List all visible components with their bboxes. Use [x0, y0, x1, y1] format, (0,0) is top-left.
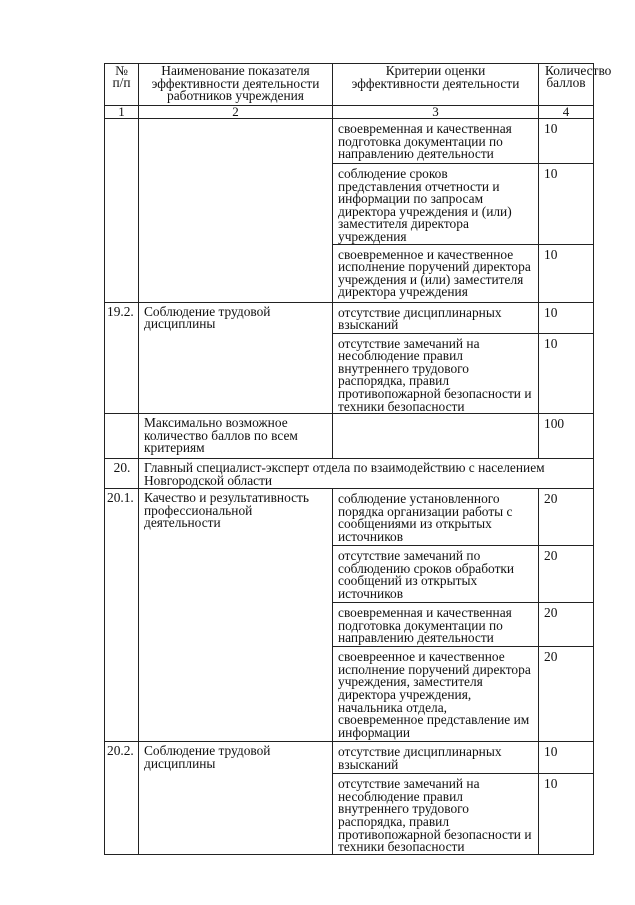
- table-row: [105, 774, 594, 855]
- criterion-text: отсутствие замечаний на несоблюдение правил внутреннего трудового распорядка, правил противопожарной безопасности и техники безопасности: [333, 333, 539, 414]
- col-number-2: 2: [139, 106, 333, 119]
- header-criteria: Критерии оценки эффективности деятельности: [333, 64, 539, 106]
- points-value: 10: [539, 244, 594, 302]
- header-num: № п/п: [105, 64, 139, 106]
- row-num: [105, 546, 139, 603]
- row-num: [105, 164, 139, 245]
- table-row: [105, 244, 594, 302]
- points-value: 10: [539, 333, 594, 414]
- row-indicator: [139, 603, 333, 647]
- points-value: 20: [539, 489, 594, 546]
- row-num: [105, 774, 139, 855]
- table-row: [105, 333, 594, 414]
- table-row: [105, 742, 594, 774]
- row-num: [105, 244, 139, 302]
- table-row: [105, 647, 594, 742]
- criterion-text: своевреенное и качественное исполнение поручений директора учреждения, заместителя директора учреждения, начальника отдела, своевременное представление им информации: [333, 647, 539, 742]
- criterion-text: отсутствие замечаний по соблюдению сроков обработки сообщений из открытых источников: [333, 546, 539, 603]
- criterion-text: своевременная и качественная подготовка документации по направлению деятельности: [333, 603, 539, 647]
- criterion-text: отсутствие дисциплинарных взысканий: [333, 742, 539, 774]
- table-row: [105, 164, 594, 245]
- col-number-1: 1: [105, 106, 139, 119]
- table-row: [105, 489, 594, 546]
- row-indicator: [139, 333, 333, 414]
- row-indicator: [139, 164, 333, 245]
- criterion-text: своевременная и качественная подготовка документации по направлению деятельности: [333, 119, 539, 164]
- row-num: 19.2.: [105, 302, 139, 333]
- points-value: 20: [539, 546, 594, 603]
- row-indicator: [139, 647, 333, 742]
- row-indicator: [139, 774, 333, 855]
- criterion-text: своевременное и качественное исполнение поручений директора учреждения и (или) заместителя директора учреждения: [333, 244, 539, 302]
- row-indicator: [139, 119, 333, 164]
- criterion-text: соблюдение сроков представления отчетности и информации по запросам директора учреждения и (или) заместителя директора учреждения: [333, 164, 539, 245]
- row-num: [105, 333, 139, 414]
- points-value: 10: [539, 164, 594, 245]
- criterion-text: соблюдение установленного порядка организации работы с сообщениями из открытых источников: [333, 489, 539, 546]
- criterion-text: отсутствие дисциплинарных взысканий: [333, 302, 539, 333]
- row-indicator: [139, 244, 333, 302]
- row-num: [105, 119, 139, 164]
- column-number-row: [105, 106, 594, 119]
- col-number-3: 3: [333, 106, 539, 119]
- points-value: 10: [539, 774, 594, 855]
- row-num: 20.2.: [105, 742, 139, 774]
- row-indicator: Соблюдение трудовой дисциплины: [139, 742, 333, 774]
- table-row: [105, 603, 594, 647]
- max-points-value: 100: [539, 414, 594, 459]
- section-num: 20.: [105, 459, 139, 489]
- table-row: [105, 119, 594, 164]
- points-value: 10: [539, 742, 594, 774]
- row-num: [105, 603, 139, 647]
- table-row: [105, 414, 594, 459]
- row-num: 20.1.: [105, 489, 139, 546]
- points-value: 10: [539, 302, 594, 333]
- points-value: 10: [539, 119, 594, 164]
- points-value: 20: [539, 647, 594, 742]
- row-indicator: [139, 546, 333, 603]
- table-row: [105, 302, 594, 333]
- table-row: [105, 546, 594, 603]
- table-header-row: [105, 64, 594, 106]
- section-row: [105, 459, 594, 489]
- col-number-4: 4: [539, 106, 594, 119]
- max-points-label: Максимально возможное количество баллов по всем критериям: [139, 414, 333, 459]
- criterion-text: отсутствие замечаний на несоблюдение правил внутреннего трудового распорядка, правил противопожарной безопасности и техники безопасности: [333, 774, 539, 855]
- points-value: 20: [539, 603, 594, 647]
- row-indicator: Соблюдение трудовой дисциплины: [139, 302, 333, 333]
- section-title: Главный специалист-эксперт отдела по взаимодействию с населением Новгородской области: [139, 459, 594, 489]
- row-num: [105, 647, 139, 742]
- criteria-table: [104, 63, 612, 855]
- row-num: [105, 414, 139, 459]
- header-points: Количество баллов: [539, 64, 594, 106]
- row-indicator: Качество и результативность профессиональной деятельности: [139, 489, 333, 546]
- header-indicator: Наименование показателя эффективности деятельности работников учреждения: [139, 64, 333, 106]
- criterion-text: [333, 414, 539, 459]
